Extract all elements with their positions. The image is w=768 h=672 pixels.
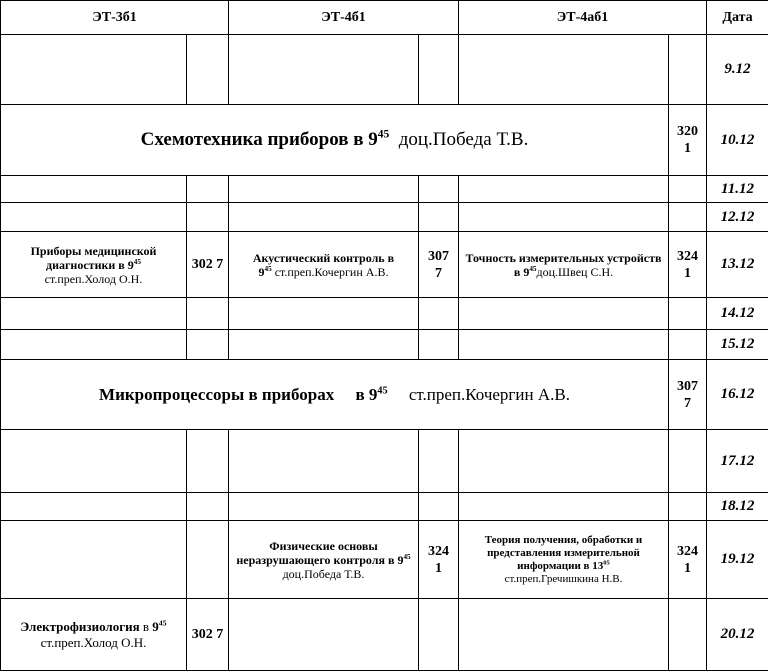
- room-cell: 307 7: [419, 232, 459, 298]
- date-cell: 13.12: [707, 232, 768, 298]
- subject: Схемотехника приборов в: [140, 129, 364, 150]
- lecture-cell: [1, 360, 669, 430]
- teacher: ст.преп.Гречишкина Н.В.: [504, 572, 623, 585]
- room-cell: 307 7: [669, 360, 707, 430]
- room-cell: 320 1: [669, 105, 707, 176]
- header-group-et-3b1: ЭТ-3б1: [1, 1, 229, 35]
- date-cell: 12.12: [707, 203, 768, 232]
- room-cell: 302 7: [187, 232, 229, 298]
- room-cell: 302 7: [187, 599, 229, 671]
- row-1612: [1, 360, 768, 430]
- header-row: [1, 1, 768, 35]
- header-date: Дата: [707, 1, 768, 35]
- row-1712: [1, 430, 768, 493]
- row-1012: [1, 105, 768, 176]
- lecture-cell: [1, 105, 669, 176]
- teacher: ст.преп.Кочергин А.В.: [408, 384, 570, 404]
- header-group-et-4b1: ЭТ-4б1: [229, 1, 459, 35]
- date-cell: 19.12: [707, 521, 768, 599]
- date-cell: 14.12: [707, 298, 768, 330]
- row-1412: [1, 298, 768, 330]
- row-1312: [1, 232, 768, 298]
- date-cell: 18.12: [707, 493, 768, 521]
- class-cell-g2: Акустический контроль в $9^{45}$ ст.преп.Кочергин А.В.: [229, 232, 419, 298]
- room-cell: 324 1: [669, 232, 707, 298]
- teacher: ст.преп.Холод О.Н.: [44, 271, 143, 286]
- row-0912: [1, 35, 768, 105]
- row-1212: [1, 203, 768, 232]
- teacher: ст.преп.Кочергин А.В.: [274, 264, 389, 279]
- teacher: доц.Швец С.Н.: [536, 264, 614, 279]
- room-cell: 324 1: [669, 521, 707, 599]
- class-cell-g1: Приборы медицинской диагностики в $9^{45}$ ст.преп.Холод О.Н.: [1, 232, 187, 298]
- teacher: доц.Победа Т.В.: [398, 129, 529, 150]
- room-cell: 324 1: [419, 521, 459, 599]
- class-cell-g1: Электрофизиология в $9^{45}$ ст.преп.Холод О.Н.: [1, 599, 187, 671]
- teacher: ст.преп.Холод О.Н.: [40, 634, 147, 650]
- header-group-et-4ab1: ЭТ-4аб1: [459, 1, 707, 35]
- date-cell: 11.12: [707, 176, 768, 203]
- date-cell: 15.12: [707, 330, 768, 360]
- row-1812: [1, 493, 768, 521]
- class-cell-g3: Теория получения, обработки и представления измерительной информации в $13^{05}$ ст.преп.Гречишкина Н.В.: [459, 521, 669, 599]
- row-2012: [1, 599, 768, 671]
- time: $9^{45}$: [368, 128, 390, 150]
- date-cell: 10.12: [707, 105, 768, 176]
- class-cell-g2: Физические основы неразрушающего контроля в $9^{45}$ доц.Победа Т.В.: [229, 521, 419, 599]
- row-1512: [1, 330, 768, 360]
- date-cell: 16.12: [707, 360, 768, 430]
- date-cell: 20.12: [707, 599, 768, 671]
- teacher: доц.Победа Т.В.: [282, 566, 365, 581]
- row-1912: [1, 521, 768, 599]
- class-cell-g3: Точность измерительных устройств в $9^{45}доц.Швец$ С.Н.: [459, 232, 669, 298]
- subject: Микропроцессоры в приборах в: [99, 384, 365, 404]
- row-1112: [1, 176, 768, 203]
- date-cell: 17.12: [707, 430, 768, 493]
- date-cell: 9.12: [707, 35, 768, 105]
- time: $9^{45}$: [368, 384, 388, 404]
